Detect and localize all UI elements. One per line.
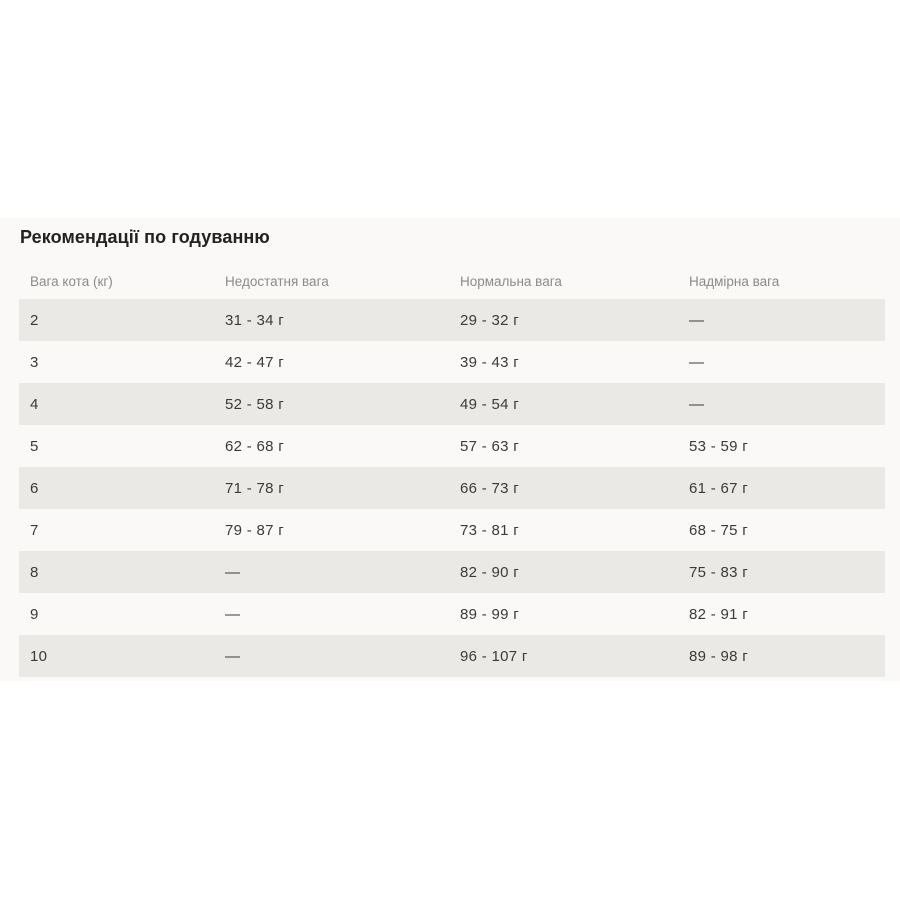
cell-normal-weight: 96 - 107 г <box>460 647 528 665</box>
cell-overweight: — <box>689 395 705 413</box>
cell-underweight: 52 - 58 г <box>225 395 285 413</box>
cell-overweight: 61 - 67 г <box>689 479 749 497</box>
table-row <box>19 635 885 677</box>
cell-overweight: 75 - 83 г <box>689 563 749 581</box>
cell-underweight: — <box>225 647 241 665</box>
cell-overweight: 68 - 75 г <box>689 521 749 539</box>
header-cat-weight: Вага кота (кг) <box>30 274 113 289</box>
table-row <box>19 383 885 425</box>
cell-normal-weight: 49 - 54 г <box>460 395 520 413</box>
header-underweight: Недостатня вага <box>225 274 329 289</box>
cell-cat-weight: 8 <box>30 563 39 581</box>
table-header-row <box>19 264 885 299</box>
cell-overweight: — <box>689 311 705 329</box>
table-row <box>19 425 885 467</box>
cell-cat-weight: 4 <box>30 395 39 413</box>
table-row <box>19 593 885 635</box>
table-row <box>19 299 885 341</box>
cell-overweight: 53 - 59 г <box>689 437 749 455</box>
cell-cat-weight: 5 <box>30 437 39 455</box>
cell-underweight: 62 - 68 г <box>225 437 285 455</box>
header-normal-weight: Нормальна вага <box>460 274 562 289</box>
cell-cat-weight: 3 <box>30 353 39 371</box>
cell-normal-weight: 82 - 90 г <box>460 563 520 581</box>
cell-cat-weight: 6 <box>30 479 39 497</box>
cell-normal-weight: 66 - 73 г <box>460 479 520 497</box>
cell-normal-weight: 89 - 99 г <box>460 605 520 623</box>
header-overweight: Надмірна вага <box>689 274 780 289</box>
cell-underweight: — <box>225 605 241 623</box>
cell-cat-weight: 9 <box>30 605 39 623</box>
cell-overweight: 82 - 91 г <box>689 605 749 623</box>
cell-cat-weight: 10 <box>30 647 48 665</box>
cell-normal-weight: 29 - 32 г <box>460 311 520 329</box>
cell-underweight: 71 - 78 г <box>225 479 285 497</box>
table-row <box>19 509 885 551</box>
table-row <box>19 551 885 593</box>
cell-underweight: — <box>225 563 241 581</box>
cell-overweight: — <box>689 353 705 371</box>
feeding-table <box>19 264 885 677</box>
cell-underweight: 31 - 34 г <box>225 311 285 329</box>
cell-normal-weight: 73 - 81 г <box>460 521 520 539</box>
table-row <box>19 467 885 509</box>
cell-overweight: 89 - 98 г <box>689 647 749 665</box>
cell-normal-weight: 39 - 43 г <box>460 353 520 371</box>
cell-cat-weight: 7 <box>30 521 39 539</box>
table-row <box>19 341 885 383</box>
cell-underweight: 42 - 47 г <box>225 353 285 371</box>
cell-normal-weight: 57 - 63 г <box>460 437 520 455</box>
section-title: Рекомендації по годуванню <box>20 227 270 247</box>
cell-underweight: 79 - 87 г <box>225 521 285 539</box>
feeding-recommendations-panel <box>0 218 900 681</box>
cell-cat-weight: 2 <box>30 311 39 329</box>
